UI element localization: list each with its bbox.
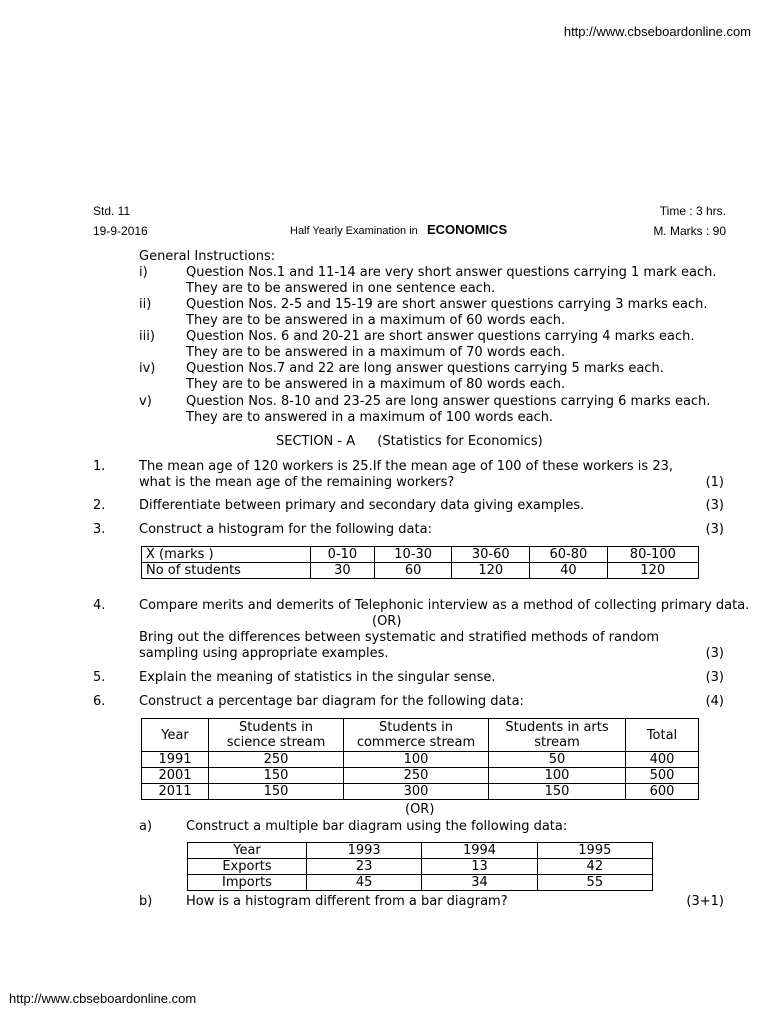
table-row [142,768,699,784]
max-marks: M. Marks : 90 [653,224,726,238]
table-cell: 80-100 [607,547,698,563]
instruction-text: They are to answered in a maximum of 100 words each. [186,410,554,425]
instruction-text: Question Nos. 2-5 and 15-19 are short answer questions carrying 3 marks each. [186,297,708,312]
table-cell: 150 [209,768,344,784]
table-cell: 55 [537,875,652,891]
table-row [142,563,699,579]
table-row [142,547,699,563]
table-cell: 13 [422,859,537,875]
table-header-row [142,719,699,752]
question-number: 1. [93,459,106,474]
table-cell: 500 [626,768,699,784]
exam-date: 19-9-2016 [93,224,148,238]
question-text: Construct a multiple bar diagram using the following data: [186,819,568,834]
question-number: 2. [93,498,106,513]
instruction-text: Question Nos.7 and 22 are long answer questions carrying 5 marks each. [186,361,664,376]
table-header-cell: 1993 [307,843,422,859]
exam-title [290,222,507,239]
table-cell: 2001 [142,768,209,784]
table-header-cell: Year [142,719,209,752]
question-number: 5. [93,670,106,685]
table-cell: 100 [489,768,626,784]
instruction-num: i) [139,265,148,280]
question-text: sampling using appropriate examples. [139,646,389,661]
table-cell: 100 [344,752,489,768]
instruction-text: Question Nos. 6 and 20-21 are short answer questions carrying 4 marks each. [186,329,695,344]
table-header-cell: Students in commerce stream [344,719,489,752]
question-text: Compare merits and demerits of Telephonic interview as a method of collecting primary data. [139,598,750,613]
section-heading [276,434,543,450]
table-cell: Exports [188,859,307,875]
section-label: SECTION - A [276,434,356,449]
table-row [142,752,699,768]
instruction-num: ii) [139,297,152,312]
table-cell: 1991 [142,752,209,768]
section-subtitle: (Statistics for Economics) [377,434,543,449]
question-marks: (1) [705,475,724,490]
question-number: 3. [93,522,106,537]
table-cell: 60 [374,563,452,579]
table-cell: 2011 [142,784,209,800]
table-header-row [188,843,653,859]
table-row [188,875,653,891]
question-text: Explain the meaning of statistics in the singular sense. [139,670,496,685]
question-text: How is a histogram different from a bar diagram? [186,894,508,909]
subject-name: ECONOMICS [426,222,508,237]
table-cell: 10-30 [374,547,452,563]
instruction-text: Question Nos.1 and 11-14 are very short answer questions carrying 1 mark each. [186,265,717,280]
std-label: Std. 11 [93,204,131,218]
histogram-data-table [141,546,699,579]
question-marks: (3) [705,498,724,513]
table-header-cell: Students in science stream [209,719,344,752]
footer-url[interactable]: http://www.cbseboardonline.com [9,991,197,1006]
instruction-text: They are to be answered in a maximum of 80 words each. [186,377,566,392]
table-cell: 300 [344,784,489,800]
or-label: (OR) [372,614,402,629]
table-cell: 250 [344,768,489,784]
table-cell: 120 [607,563,698,579]
question-number: 6. [93,694,106,709]
instruction-num: v) [139,394,152,409]
table-cell: 150 [489,784,626,800]
table-row [142,784,699,800]
table-cell: 250 [209,752,344,768]
question-marks: (3) [705,522,724,537]
table-row [188,859,653,875]
question-text: what is the mean age of the remaining workers? [139,475,455,490]
instruction-num: iii) [139,329,155,344]
table-cell: 400 [626,752,699,768]
instruction-text: Question Nos. 8-10 and 23-25 are long answer questions carrying 6 marks each. [186,394,711,409]
time-label: Time : 3 hrs. [659,204,726,218]
exam-title-text: Half Yearly Examination in [290,225,418,237]
table-cell: 30 [311,563,375,579]
question-text: The mean age of 120 workers is 25.If the mean age of 100 of these workers is 23, [139,459,674,474]
table-cell: No of students [142,563,311,579]
table-header-cell: Total [626,719,699,752]
table-header-cell: 1995 [537,843,652,859]
table-cell: 60-80 [530,547,608,563]
question-marks: (4) [705,694,724,709]
question-marks: (3) [705,670,724,685]
table-cell: Imports [188,875,307,891]
part-label: b) [139,894,153,909]
question-text: Bring out the differences between systematic and stratified methods of random [139,630,660,645]
table-cell: 40 [530,563,608,579]
table-cell: 120 [452,563,530,579]
or-label: (OR) [405,802,435,817]
question-text: Differentiate between primary and secondary data giving examples. [139,498,585,513]
instruction-text: They are to be answered in a maximum of 70 words each. [186,345,566,360]
table-cell: 600 [626,784,699,800]
table-header-cell: Students in arts stream [489,719,626,752]
table-header-cell: Year [188,843,307,859]
header-url[interactable]: http://www.cbseboardonline.com [563,24,751,39]
table-cell: 50 [489,752,626,768]
question-number: 4. [93,598,106,613]
instruction-text: They are to be answered in one sentence each. [186,281,496,296]
table-cell: 150 [209,784,344,800]
table-cell: 30-60 [452,547,530,563]
instructions-title: General Instructions: [139,249,276,264]
part-label: a) [139,819,153,834]
table-cell: X (marks ) [142,547,311,563]
instruction-num: iv) [139,361,156,376]
question-marks: (3) [705,646,724,661]
trade-data-table [187,842,653,891]
table-cell: 34 [422,875,537,891]
table-header-cell: 1994 [422,843,537,859]
instruction-text: They are to be answered in a maximum of 60 words each. [186,313,566,328]
table-cell: 0-10 [311,547,375,563]
question-marks: (3+1) [686,894,724,909]
table-cell: 42 [537,859,652,875]
question-text: Construct a percentage bar diagram for the following data: [139,694,524,709]
table-cell: 23 [307,859,422,875]
table-cell: 45 [307,875,422,891]
question-text: Construct a histogram for the following data: [139,522,432,537]
stream-data-table [141,718,699,800]
